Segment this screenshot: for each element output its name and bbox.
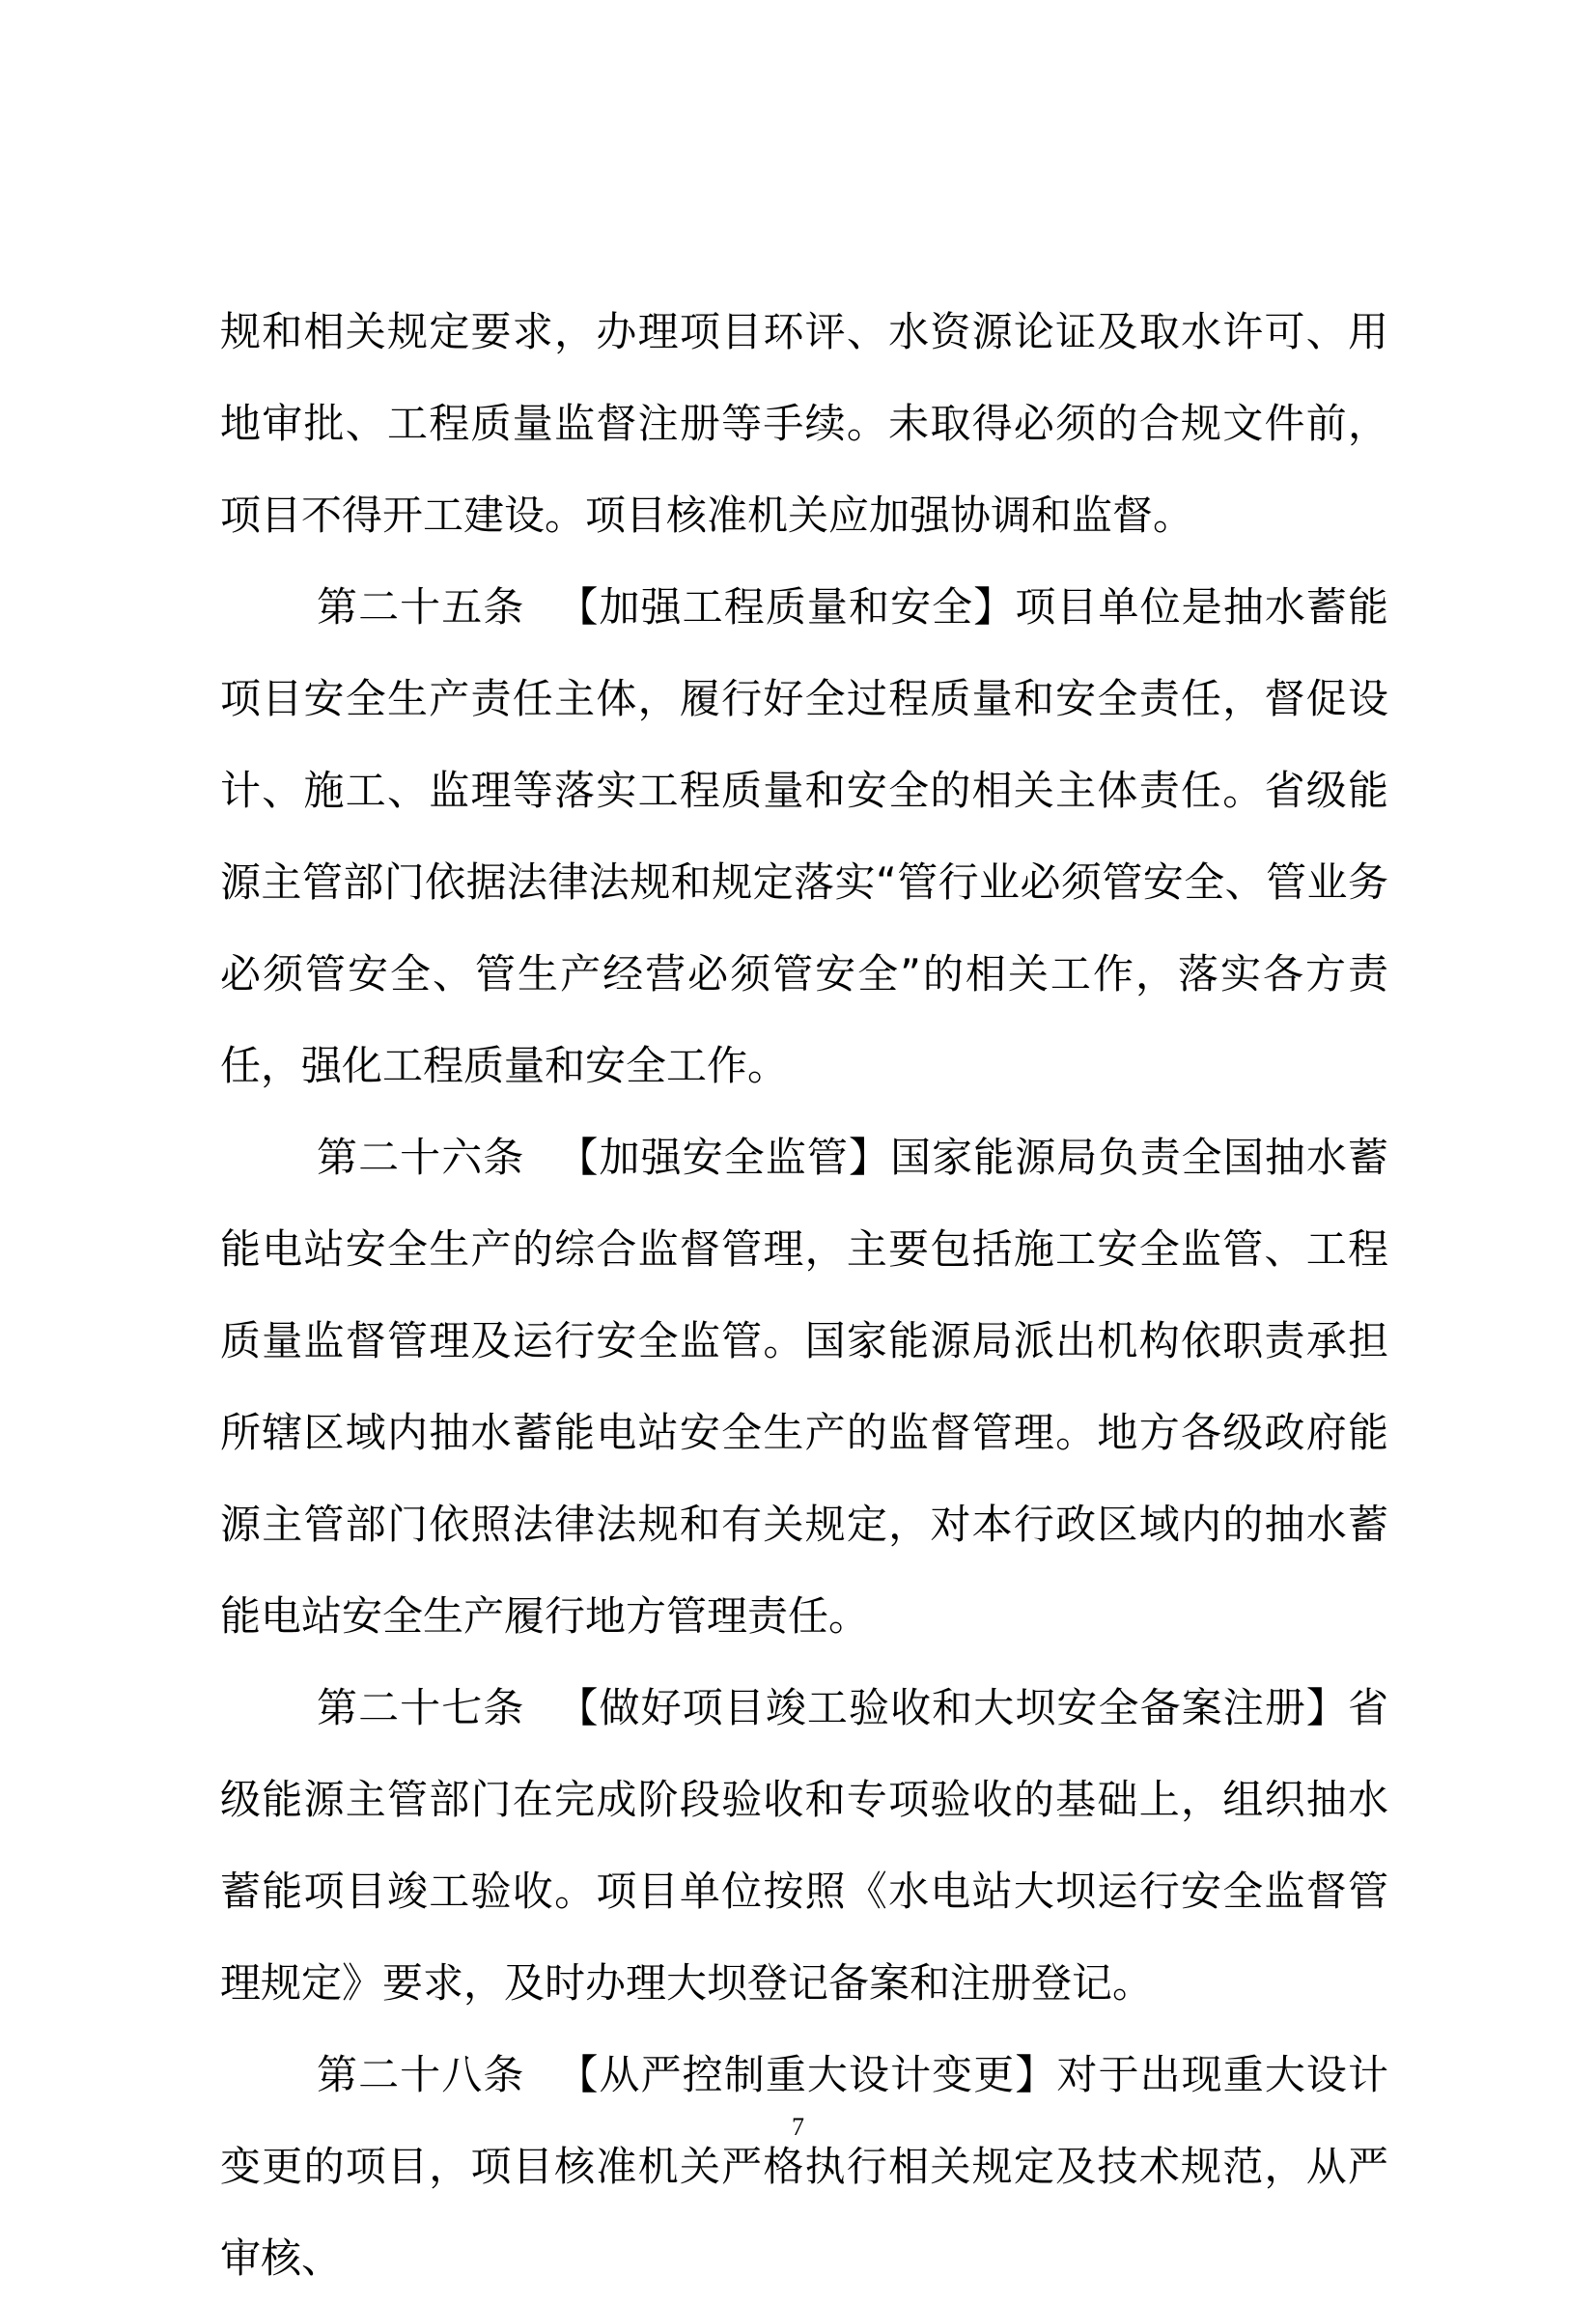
paragraph-text: 规和相关规定要求，办理项目环评、水资源论证及取水许可、用地审批、工程质量监督注册等手续。未取得必须的合规文件前，项目不得开工建设。项目核准机关应加强协调和监督。	[220, 308, 1388, 539]
article-28	[220, 2029, 1388, 2304]
page-number: 7	[792, 2113, 804, 2141]
article-number: 第二十八条	[317, 2051, 525, 2098]
paragraph-text: 【加强工程质量和安全】项目单位是抽水蓄能项目安全生产责任主体，履行好全过程质量和安全责任，督促设计、施工、监理等落实工程质量和安全的相关主体责任。省级能源主管部门依据法律法规和规定落实“管行业必须管安全、管业务必须管安全、管生产经营必须管安全”的相关工作，落实各方责任，强化工程质量和安全工作。	[220, 583, 1388, 1089]
paragraph-continuation	[220, 286, 1388, 561]
article-26	[220, 1111, 1388, 1662]
paragraph-text: 【做好项目竣工验收和大坝安全备案注册】省级能源主管部门在完成阶段验收和专项验收的基础上，组织抽水蓄能项目竣工验收。项目单位按照《水电站大坝运行安全监督管理规定》要求，及时办理大坝登记备案和注册登记。	[220, 1684, 1388, 2007]
paragraph-text: 【从严控制重大设计变更】对于出现重大设计变更的项目，项目核准机关严格执行相关规定及技术规范，从严审核、	[220, 2051, 1388, 2282]
paragraph-text: 【加强安全监管】国家能源局负责全国抽水蓄能电站安全生产的综合监督管理，主要包括施工安全监管、工程质量监督管理及运行安全监管。国家能源局派出机构依职责承担所辖区域内抽水蓄能电站安全生产的监督管理。地方各级政府能源主管部门依照法律法规和有关规定，对本行政区域内的抽水蓄能电站安全生产履行地方管理责任。	[220, 1134, 1388, 1640]
article-number: 第二十五条	[317, 583, 525, 631]
article-number: 第二十六条	[317, 1134, 525, 1181]
article-25	[220, 561, 1388, 1111]
article-number: 第二十七条	[317, 1684, 525, 1731]
body-text	[220, 286, 1388, 2304]
article-27	[220, 1662, 1388, 2029]
